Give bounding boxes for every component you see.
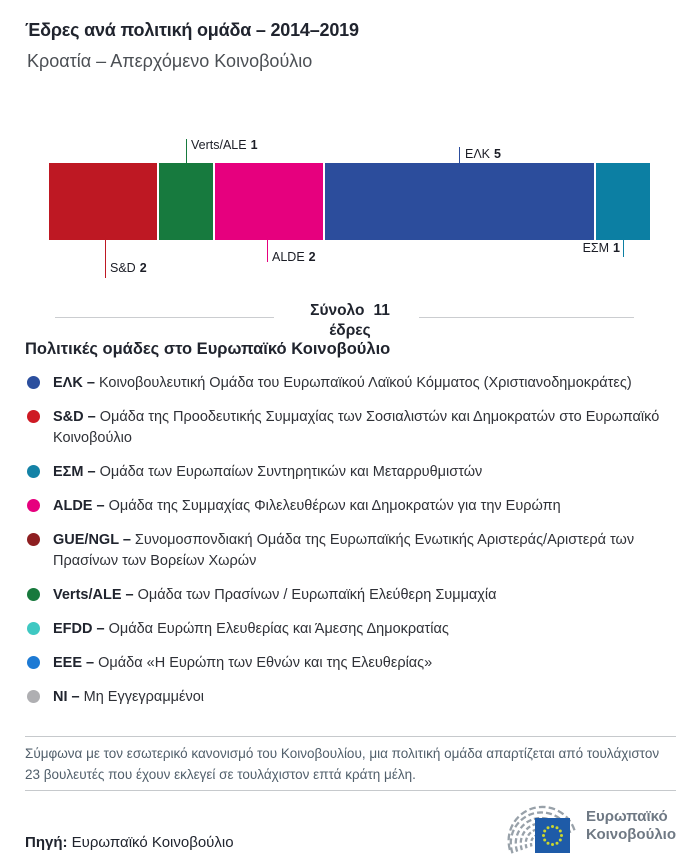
footer-divider-top xyxy=(25,736,676,737)
legend-list xyxy=(27,373,679,721)
page-title: Έδρες ανά πολιτική ομάδα – 2014–2019 xyxy=(25,20,359,40)
epp-color-dot xyxy=(27,376,40,389)
sd-color-dot xyxy=(27,410,40,423)
bar-segment-alde xyxy=(215,163,323,240)
callout-line-ecr xyxy=(623,240,624,257)
total-unit: έδρες xyxy=(329,322,371,339)
legend-item-text: EFDD – Ομάδα Ευρώπη Ελευθερίας και Άμεσης Δημοκρατίας xyxy=(53,621,449,637)
source-value: Ευρωπαϊκό Κοινοβούλιο xyxy=(67,834,234,851)
legend-item-text: Verts/ALE – Ομάδα των Πρασίνων / Ευρωπαϊκή Ελεύθερη Συμμαχία xyxy=(53,587,497,603)
callout-group-name: Verts/ALE xyxy=(191,138,247,152)
ni-color-dot xyxy=(27,690,40,703)
alde-color-dot xyxy=(27,499,40,512)
callout-label-verts-ale xyxy=(191,138,258,152)
page-subtitle: Κροατία – Απερχόμενο Κοινοβούλιο xyxy=(27,51,313,71)
bar-segment-epp xyxy=(325,163,595,240)
bar-segment-verts-ale xyxy=(159,163,213,240)
logo-wordmark xyxy=(586,808,676,844)
legend-item-text: GUE/NGL – Συνομοσπονδιακή Ομάδα της Ευρωπαϊκής Ενωτικής Αριστεράς/Αριστερά των Πρασίνων των Βορείων Χωρών xyxy=(53,532,635,569)
callout-label-ecr xyxy=(583,241,620,255)
stacked-bar xyxy=(49,163,650,240)
bar-segment-sd xyxy=(49,163,157,240)
legend-item-sd xyxy=(27,407,679,449)
callout-label-alde xyxy=(272,250,316,264)
footer-bottom-row xyxy=(25,797,676,855)
callout-group-name: ΕΣΜ xyxy=(582,241,610,255)
bar-segment-ecr xyxy=(596,163,650,240)
source-label: Πηγή: xyxy=(25,834,68,851)
legend-item-text: ΕΛΚ – Κοινοβουλευτική Ομάδα του Ευρωπαϊκού Λαϊκού Κόμματος (Χριστιανοδημοκράτες) xyxy=(53,375,632,391)
legend-item-verts-ale xyxy=(27,585,679,606)
callout-group-name: ΕΛΚ xyxy=(465,147,491,161)
callout-group-name: S&D xyxy=(110,261,136,275)
callout-line-sd xyxy=(105,240,106,278)
enf-color-dot xyxy=(27,656,40,669)
ecr-color-dot xyxy=(27,465,40,478)
callout-label-sd xyxy=(110,261,147,275)
legend-heading: Πολιτικές ομάδες στο Ευρωπαϊκό Κοινοβούλιο xyxy=(25,340,391,358)
footer-divider-bottom xyxy=(25,790,676,791)
legend-item-epp xyxy=(27,373,679,394)
verts-ale-color-dot xyxy=(27,588,40,601)
legend-item-text: NI – Μη Εγγεγραμμένοι xyxy=(53,689,205,705)
legend-item-text: ALDE – Ομάδα της Συμμαχίας Φιλελευθέρων και Δημοκρατών για την Ευρώπη xyxy=(53,498,561,514)
callout-label-epp xyxy=(465,147,501,161)
callout-line-epp xyxy=(459,147,460,163)
total-value: 11 xyxy=(373,302,390,319)
eu-flag xyxy=(535,818,570,853)
footer xyxy=(25,736,676,855)
gue-ngl-color-dot xyxy=(27,533,40,546)
callout-seat-count: 2 xyxy=(139,261,147,275)
total-seats-line xyxy=(0,302,700,320)
legend-item-ni xyxy=(27,687,679,708)
legend-item-text: ΕΣΜ – Ομάδα των Ευρωπαίων Συντηρητικών και Μεταρρυθμιστών xyxy=(53,464,483,480)
callout-group-name: ALDE xyxy=(272,250,305,264)
european-parliament-logo xyxy=(498,797,676,855)
callout-seat-count: 5 xyxy=(494,147,501,161)
hemicycle-logo-icon xyxy=(498,797,578,855)
legend-item-gue-ngl xyxy=(27,530,679,572)
legend-item-text: ΕΕΕ – Ομάδα «Η Ευρώπη των Εθνών και της Ελευθερίας» xyxy=(53,655,433,671)
legend-item-text: S&D – Ομάδα της Προοδευτικής Συμμαχίας των Σοσιαλιστών και Δημοκρατών στο Ευρωπαϊκό Κοινοβούλιο xyxy=(53,409,660,446)
legend-item-ecr xyxy=(27,462,679,483)
legend-item-enf xyxy=(27,653,679,674)
callout-seat-count: 1 xyxy=(250,138,258,152)
callout-line-alde xyxy=(267,240,268,262)
legend-item-alde xyxy=(27,496,679,517)
footnote-text: Σύμφωνα με τον εσωτερικό κανονισμό του Κοινοβουλίου, μια πολιτική ομάδα απαρτίζεται από τουλάχιστον 23 βουλευτές που έχουν εκλεγεί σε τουλάχιστον επτά κράτη μέλη. xyxy=(25,746,660,782)
total-label: Σύνολο xyxy=(310,302,365,319)
logo-wordmark-line2: Κοινοβούλιο xyxy=(585,826,676,843)
callout-seat-count: 2 xyxy=(308,250,316,264)
legend-item-efdd xyxy=(27,619,679,640)
callout-seat-count: 1 xyxy=(613,241,620,255)
callout-line-verts-ale xyxy=(186,139,187,163)
efdd-color-dot xyxy=(27,622,40,635)
source-line xyxy=(25,834,234,855)
logo-wordmark-line1: Ευρωπαϊκό xyxy=(585,808,668,825)
